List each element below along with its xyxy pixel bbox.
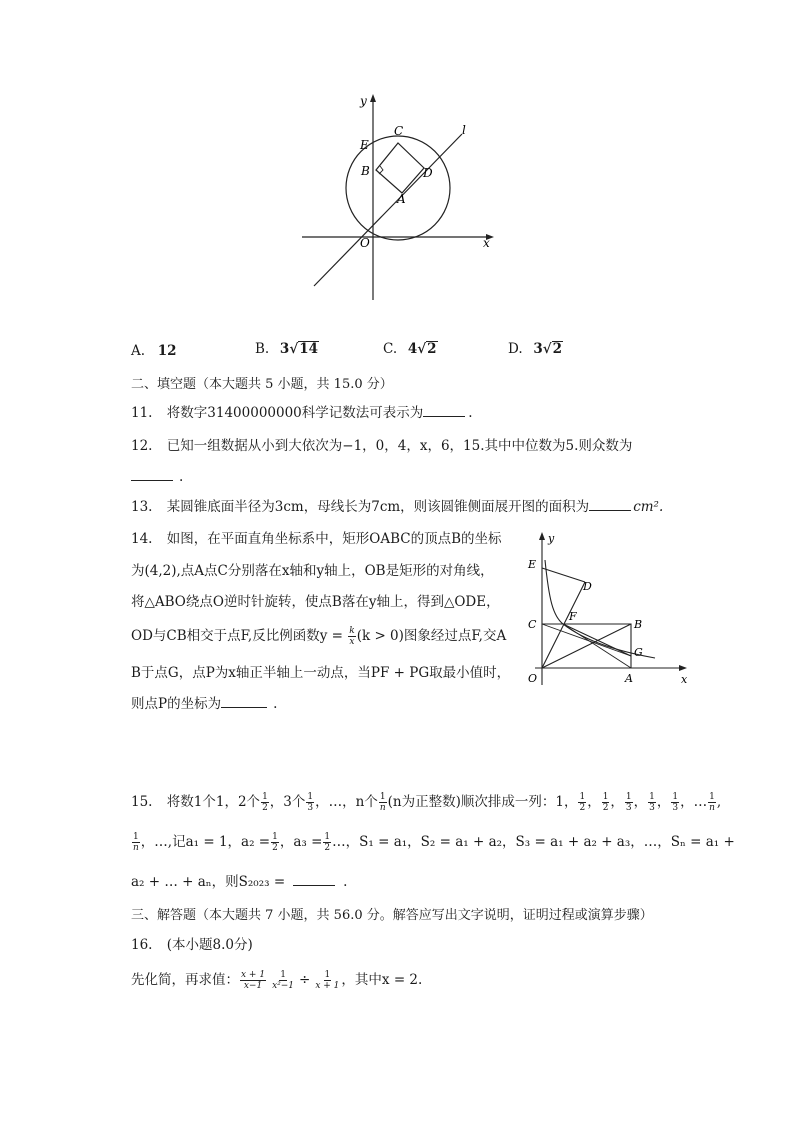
diagonal-ob [542, 624, 631, 668]
fraction-1-over-n: $\frac{1}{n}$ [133, 832, 139, 853]
segment-cg [542, 624, 631, 656]
q15-line1e: ，… [680, 794, 708, 810]
option-a-value: 12 [157, 343, 177, 359]
question-16-body [131, 970, 422, 991]
label-E: E [528, 558, 537, 571]
option-a-letter: A. [131, 343, 146, 359]
fraction-1-over-2: $\frac{1}{2}$ [324, 832, 331, 853]
q14-answer-blank[interactable] [221, 695, 267, 708]
q12-number: 12. [131, 438, 153, 454]
option-d[interactable] [508, 341, 563, 357]
y-axis-arrow [539, 532, 545, 540]
section-2-heading: 二、填空题（本大题共 5 小题，共 15.0 分） [131, 377, 393, 392]
frac-numerator: k [349, 626, 355, 636]
fraction-x-plus-1-over-x-minus-1: $\frac{x + 1}{x-1}$ [241, 970, 266, 991]
segment-ed [542, 568, 585, 582]
y-axis-arrow [370, 94, 376, 102]
q13-text: 某圆锥底面半径为3cm，母线长为7cm，则该圆锥侧面展开图的面积为 [166, 499, 590, 515]
sqrt-sign-icon: √ [542, 341, 552, 357]
label-B: B [361, 164, 370, 178]
right-angle-mark [379, 166, 383, 174]
option-b-letter: B. [255, 341, 270, 357]
label-C: C [394, 124, 404, 138]
label-x: x [681, 673, 688, 686]
q16-tail: ，其中x = 2. [341, 972, 423, 988]
q15-number: 15. [131, 794, 153, 810]
fraction-1-over-3: $\frac{1}{3}$ [672, 792, 679, 813]
fraction-1-over-2: $\frac{1}{2}$ [262, 792, 268, 813]
q11-text: 将数字31400000000科学记数法可表示为 [166, 405, 424, 421]
figure-circle-square [290, 90, 510, 305]
label-B: B [634, 618, 643, 631]
label-O: O [528, 672, 538, 685]
option-c-rad: 2 [427, 341, 437, 357]
q12-end: . [179, 469, 184, 485]
q14-end: . [273, 696, 278, 712]
section-3-heading: 三、解答题（本大题共 7 小题，共 56.0 分。解答应写出文字说明，证明过程或演算步骤） [131, 908, 653, 923]
q15-line1c: ，…，n个 [315, 794, 378, 810]
q11-number: 11. [131, 405, 153, 421]
option-b-coef: 3 [279, 341, 290, 357]
label-O: O [360, 236, 370, 250]
question-13 [131, 498, 663, 516]
q11-answer-blank[interactable] [423, 404, 465, 417]
fraction-1-over-n: $\frac{1}{n}$ [709, 792, 715, 813]
q15-answer-blank[interactable] [293, 873, 335, 886]
q13-unit: cm². [633, 499, 664, 515]
q14-line6: 则点P的坐标为 [131, 696, 222, 712]
question-14-line4 [131, 626, 506, 647]
q16-lead: 先化简，再求值： [131, 972, 239, 988]
q13-answer-blank[interactable] [589, 498, 631, 511]
question-14-line1 [131, 530, 502, 548]
square-bcda [376, 143, 424, 193]
fraction-1-over-x-squared-minus-1: $\frac{1}{\text{x²−1}}$ [272, 970, 295, 991]
figure-rectangle-hyperbola [515, 530, 695, 690]
q15-end: . [343, 874, 348, 890]
option-d-coef: 3 [533, 341, 543, 357]
label-G: G [634, 646, 643, 659]
question-14-line6 [131, 695, 277, 713]
fraction-1-over-n: $\frac{1}{n}$ [379, 792, 386, 813]
question-15-line1: 15. 将数1个1，2个 $\frac{1}{2}$ ，3个 $\frac{1}{3}$ ，…，n个 $\frac{1}{n}$ (n为正整数)顺次排成一列：1， $\frac{1}{2}$ ， $\frac{1}{2}$ ， $\frac{1}{3}$ ， $\frac{1}{3}$ ， $\frac{1}{3}$ ，… $\frac{1}{n}$ , [131, 792, 722, 813]
q12-answer-blank[interactable] [131, 468, 173, 481]
q16-points: (本小题8.0分) [166, 937, 253, 953]
option-a[interactable] [131, 343, 177, 359]
q13-number: 13. [131, 499, 153, 515]
q14-number: 14. [131, 531, 153, 547]
q14-line4b: (k > 0)图象经过点F,交A [356, 628, 507, 644]
q14-line3: 将△ABO绕点O逆时针旋转，使点B落在y轴上，得到△ODE， [131, 594, 500, 610]
label-y: y [548, 532, 555, 545]
fraction-1-over-2: $\frac{1}{2}$ [602, 792, 609, 813]
question-12-line2 [131, 468, 183, 486]
fraction-1-over-3: $\frac{1}{3}$ [649, 792, 655, 813]
label-x: x [483, 236, 490, 250]
label-A: A [397, 192, 406, 206]
option-c[interactable] [383, 341, 438, 357]
option-b-rad: 14 [299, 341, 318, 357]
q15-line1d: (n为正整数)顺次排成一列：1， [387, 794, 578, 810]
q14-line1: 如图，在平面直角坐标系中，矩形OABC的顶点B的坐标 [166, 531, 502, 547]
q14-fraction-k-over-x [348, 626, 355, 647]
frac-denominator: x [349, 637, 355, 647]
q16-number: 16. [131, 937, 153, 953]
question-16-header [131, 936, 253, 954]
q15-line2b: ，a₃ = [279, 834, 323, 850]
q15-line1b: ，3个 [269, 794, 306, 810]
question-12 [131, 437, 632, 455]
label-l: l [462, 123, 466, 137]
label-A: A [625, 672, 633, 685]
fraction-1-over-3: $\frac{1}{3}$ [625, 792, 632, 813]
q15-line3a: a₂ + … + aₙ，则S₂₀₂₃ = [131, 874, 286, 890]
q15-line2c: …，S₁ = a₁，S₂ = a₁ + a₂，S₃ = a₁ + a₂ + a₃，…，Sₙ = a₁ + [332, 834, 735, 850]
option-d-letter: D. [508, 341, 523, 357]
option-c-letter: C. [383, 341, 398, 357]
fraction-1-over-2: $\frac{1}{2}$ [579, 792, 586, 813]
line-l [314, 134, 462, 286]
q14-line5: B于点G，点P为x轴正半轴上一动点，当PF + PG取最小值时， [131, 665, 511, 681]
q14-line4a: OD与CB相交于点F,反比例函数y = [131, 628, 343, 644]
label-D: D [423, 166, 433, 180]
label-F: F [569, 610, 577, 623]
label-E: E [360, 138, 369, 152]
question-11 [131, 404, 473, 422]
q16-divide: ÷ [299, 972, 311, 988]
q15-line2a: ，…,记a₁ = 1，a₂ = [140, 834, 271, 850]
question-15-line2 [131, 832, 735, 853]
x-axis-arrow [679, 665, 687, 671]
q15-line1a: 将数1个1，2个 [166, 794, 261, 810]
label-D: D [583, 580, 592, 593]
question-15-line3 [131, 873, 347, 891]
q14-line2: 为(4,2),点A点C分别落在x轴和y轴上，OB是矩形的对角线， [131, 563, 494, 579]
label-C: C [528, 618, 537, 631]
fraction-1-over-3: $\frac{1}{3}$ [307, 792, 314, 813]
option-d-rad: 2 [552, 341, 563, 357]
option-c-coef: 4 [407, 341, 418, 357]
option-b[interactable] [255, 341, 319, 357]
q12-text: 已知一组数据从小到大依次为−1，0，4，x，6，15.其中中位数为5.则众数为 [166, 438, 633, 454]
sqrt-sign-icon: √ [289, 341, 299, 357]
label-y: y [360, 94, 367, 108]
fraction-1-over-x-plus-1: $\frac{1}{x + 1}$ [315, 970, 340, 991]
fraction-1-over-2: $\frac{1}{2}$ [272, 832, 278, 853]
sqrt-sign-icon: √ [417, 341, 427, 357]
q11-end: . [468, 405, 473, 421]
